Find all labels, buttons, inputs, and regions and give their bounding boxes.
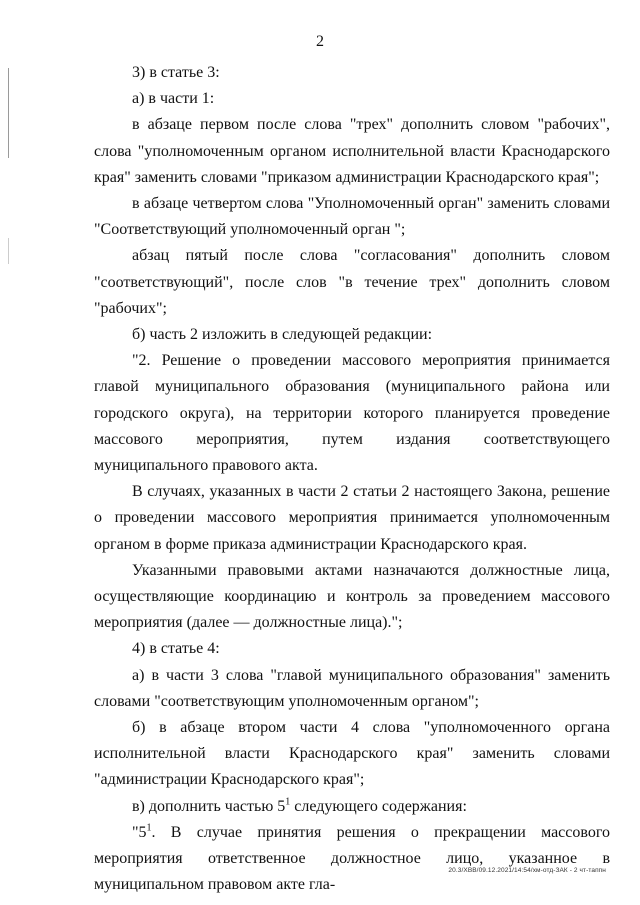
paragraph: абзац пятый после слова "согласования" дополнить словом "соответствующий", после слов "в течение трех" дополнить словом "рабочих"; [94,247,610,317]
document-body [94,60,610,899]
left-margin-mark [8,68,9,158]
paragraph: а) в части 1: [132,90,215,108]
superscript: 1 [146,822,152,834]
paragraph [94,820,610,899]
paragraph: Указанными правовыми актами назначаются должностные лица, осуществляющие координацию и контроль за проведением массового мероприятия (далее — должностные лица)."; [94,561,610,632]
paragraph [94,794,610,820]
text-run: в) дополнить частью 5 [132,797,286,815]
superscript: 1 [285,796,291,808]
text-run: "5 [132,823,147,841]
text-run: . В случае принятия решения о прекращении массового мероприятия ответственное должностное лицо, указанное в муниципальном правовом акте гла- [94,823,610,894]
page-number: 2 [316,33,324,50]
paragraph: в абзаце первом после слова "трех" дополнить словом "рабочих", слова "уполномоченным органом исполнительной власти Краснодарского края" заменить словами "приказом администрации Краснодарского края"; [94,116,610,186]
paragraph: В случаях, указанных в части 2 статьи 2 настоящего Закона, решение о проведении массового мероприятия принимается уполномоченным органом в форме приказа администрации Краснодарского края. [94,483,610,553]
paragraph: "2. Решение о проведении массового мероприятия принимается главой муниципального образования (муниципального района или городского округа), на территории которого планируется проведение массового мероприятия, путем издания соответствующего муниципального правового акта. [94,352,610,475]
paragraph: 3) в статье 3: [132,64,220,81]
paragraph: 4) в статье 4: [132,640,220,658]
text-run: следующего содержания: [290,797,467,815]
left-margin-mark [8,238,9,264]
footer-document-code: 20.3/ХВВ/09.12.2021/14:54/хм-отд-ЗАК - 2 чт-таппн [448,867,606,874]
paragraph: б) часть 2 изложить в следующей редакции: [132,326,433,344]
paragraph: а) в части 3 слова "главой муниципального образования" заменить словами "соответствующим уполномоченным органом"; [94,666,610,710]
paragraph: в абзаце четвертом слова "Уполномоченный орган" заменить словами "Соответствующий уполномоченный орган "; [94,195,610,239]
paragraph: б) в абзаце втором части 4 слова "уполномоченного органа исполнительной власти Краснодарского края" заменить словами "администрации Краснодарского края"; [94,719,610,789]
